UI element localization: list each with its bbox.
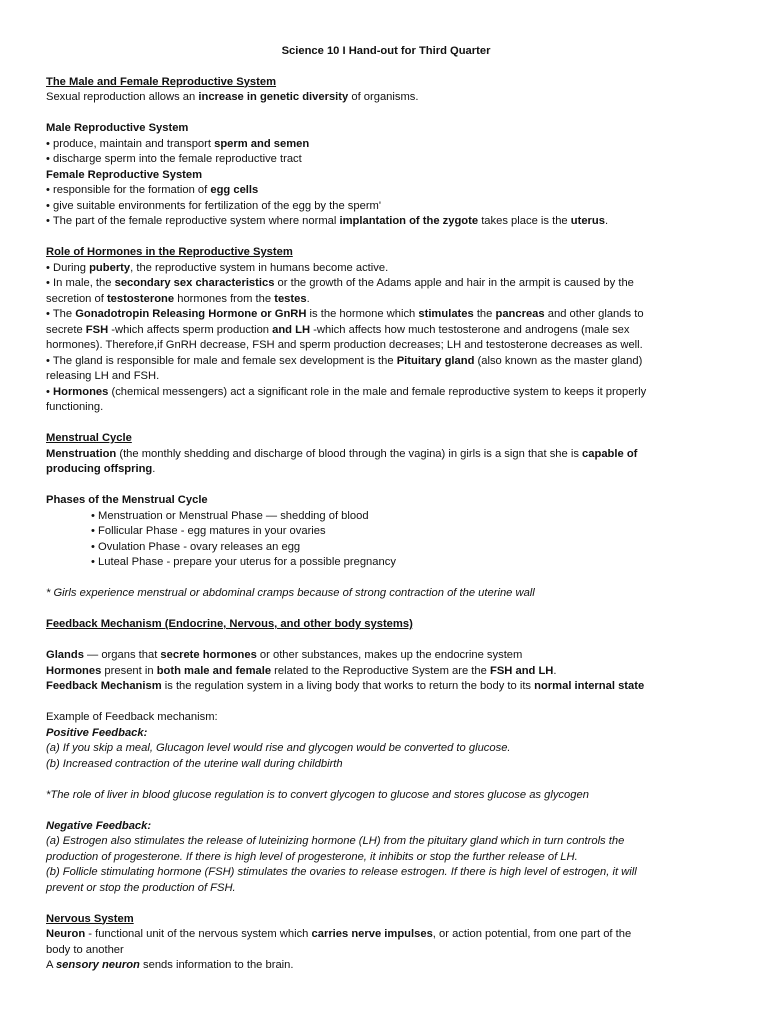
hormones-line-6: hormones). Therefore,if GnRH decrease, FSH and sperm production decreases; LH and testosterone decreases as well. (46, 339, 643, 351)
neuron-line-2: body to another (46, 943, 124, 956)
menstruation-line-1: Menstruation (the monthly shedding and discharge of blood through the vagina) in girls is a sign that she is capable of (46, 447, 638, 460)
sensory-neuron-line: A sensory neuron sends information to the brain. (46, 959, 294, 971)
heading-reproductive-system: The Male and Female Reproductive System (46, 75, 277, 88)
heading-male-system: Male Reproductive System (46, 122, 189, 134)
female-bullet-3: • The part of the female reproductive system where normal implantation of the zygote takes place is the uterus. (46, 215, 609, 227)
negative-item: production of progesterone. If there is high level of progesterone, it inhibits or stop the further release of LH. (46, 850, 578, 863)
menstruation-line-2: producing offspring. (46, 463, 156, 475)
hormones-line-1: • During puberty, the reproductive system in humans become active. (46, 261, 389, 274)
neuron-line-1: Neuron - functional unit of the nervous system which carries nerve impulses, or action potential, from one part of the (46, 928, 632, 940)
intro-line: Sexual reproduction allows an increase in genetic diversity of organisms. (46, 91, 419, 103)
phase-item: • Follicular Phase - egg matures in your ovaries (91, 525, 326, 537)
male-bullet-2: • discharge sperm into the female reproductive tract (46, 153, 302, 165)
page-title: Science 10 I Hand-out for Third Quarter (281, 45, 491, 57)
liver-note: *The role of liver in blood glucose regulation is to convert glycogen to glucose and stores glucose as glycogen (46, 788, 589, 801)
heading-nervous-system: Nervous System (46, 912, 134, 925)
heading-feedback-mechanism: Feedback Mechanism (Endocrine, Nervous, and other body systems) (46, 618, 413, 630)
glands-line: Glands — organs that secrete hormones or other substances, makes up the endocrine system (46, 649, 523, 661)
hormones-line-2: • In male, the secondary sex characteristics or the growth of the Adams apple and hair in the armpit is caused by the (46, 277, 634, 289)
hormones-line-8: releasing LH and FSH. (46, 370, 160, 382)
phase-item: • Menstruation or Menstrual Phase — shedding of blood (91, 509, 369, 522)
heading-positive-feedback: Positive Feedback: (46, 726, 148, 739)
handout-page (46, 44, 726, 974)
hormones-line-9: • Hormones (chemical messengers) act a significant role in the male and female reproductive system to keeps it properly (46, 385, 647, 398)
heading-role-of-hormones: Role of Hormones in the Reproductive System (46, 246, 293, 258)
hormones-line-7: • The gland is responsible for male and female sex development is the Pituitary gland (also known as the master gland) (46, 354, 643, 367)
female-bullet-2: • give suitable environments for fertilization of the egg by the sperm' (46, 199, 382, 212)
hormones-present-line: Hormones present in both male and female related to the Reproductive System are the FSH and LH. (46, 664, 557, 677)
hormones-line-4: • The Gonadotropin Releasing Hormone or GnRH is the hormone which stimulates the pancreas and other glands to (46, 308, 644, 320)
feedback-definition-line: Feedback Mechanism is the regulation system in a living body that works to return the body to its normal internal state (46, 680, 645, 692)
heading-menstrual-cycle: Menstrual Cycle (46, 432, 132, 444)
positive-item: (a) If you skip a meal, Glucagon level would rise and glycogen would be converted to glucose. (46, 742, 511, 754)
cramps-note: * Girls experience menstrual or abdominal cramps because of strong contraction of the uterine wall (46, 587, 535, 599)
negative-item: prevent or stop the production of FSH. (46, 881, 236, 894)
heading-phases: Phases of the Menstrual Cycle (46, 494, 208, 506)
hormones-line-5: secrete FSH -which affects sperm production and LH -which affects how much testosterone and androgens (male sex (46, 323, 630, 336)
negative-item: (a) Estrogen also stimulates the release of luteinizing hormone (LH) from the pituitary gland which in turn controls the (46, 835, 625, 847)
male-bullet-1: • produce, maintain and transport sperm and semen (46, 137, 310, 150)
hormones-line-3: secretion of testosterone hormones from the testes. (46, 292, 310, 305)
heading-female-system: Female Reproductive System (46, 168, 203, 181)
negative-item: (b) Follicle stimulating hormone (FSH) stimulates the ovaries to release estrogen. If there is high level of estrogen, it will (46, 866, 637, 878)
example-label: Example of Feedback mechanism: (46, 711, 218, 723)
female-bullet-1: • responsible for the formation of egg cells (46, 184, 259, 196)
phase-item: • Ovulation Phase - ovary releases an egg (91, 540, 301, 553)
phase-item: • Luteal Phase - prepare your uterus for a possible pregnancy (91, 556, 396, 568)
hormones-line-10: functioning. (46, 401, 104, 413)
positive-item: (b) Increased contraction of the uterine wall during childbirth (46, 757, 343, 770)
heading-negative-feedback: Negative Feedback: (46, 819, 152, 832)
